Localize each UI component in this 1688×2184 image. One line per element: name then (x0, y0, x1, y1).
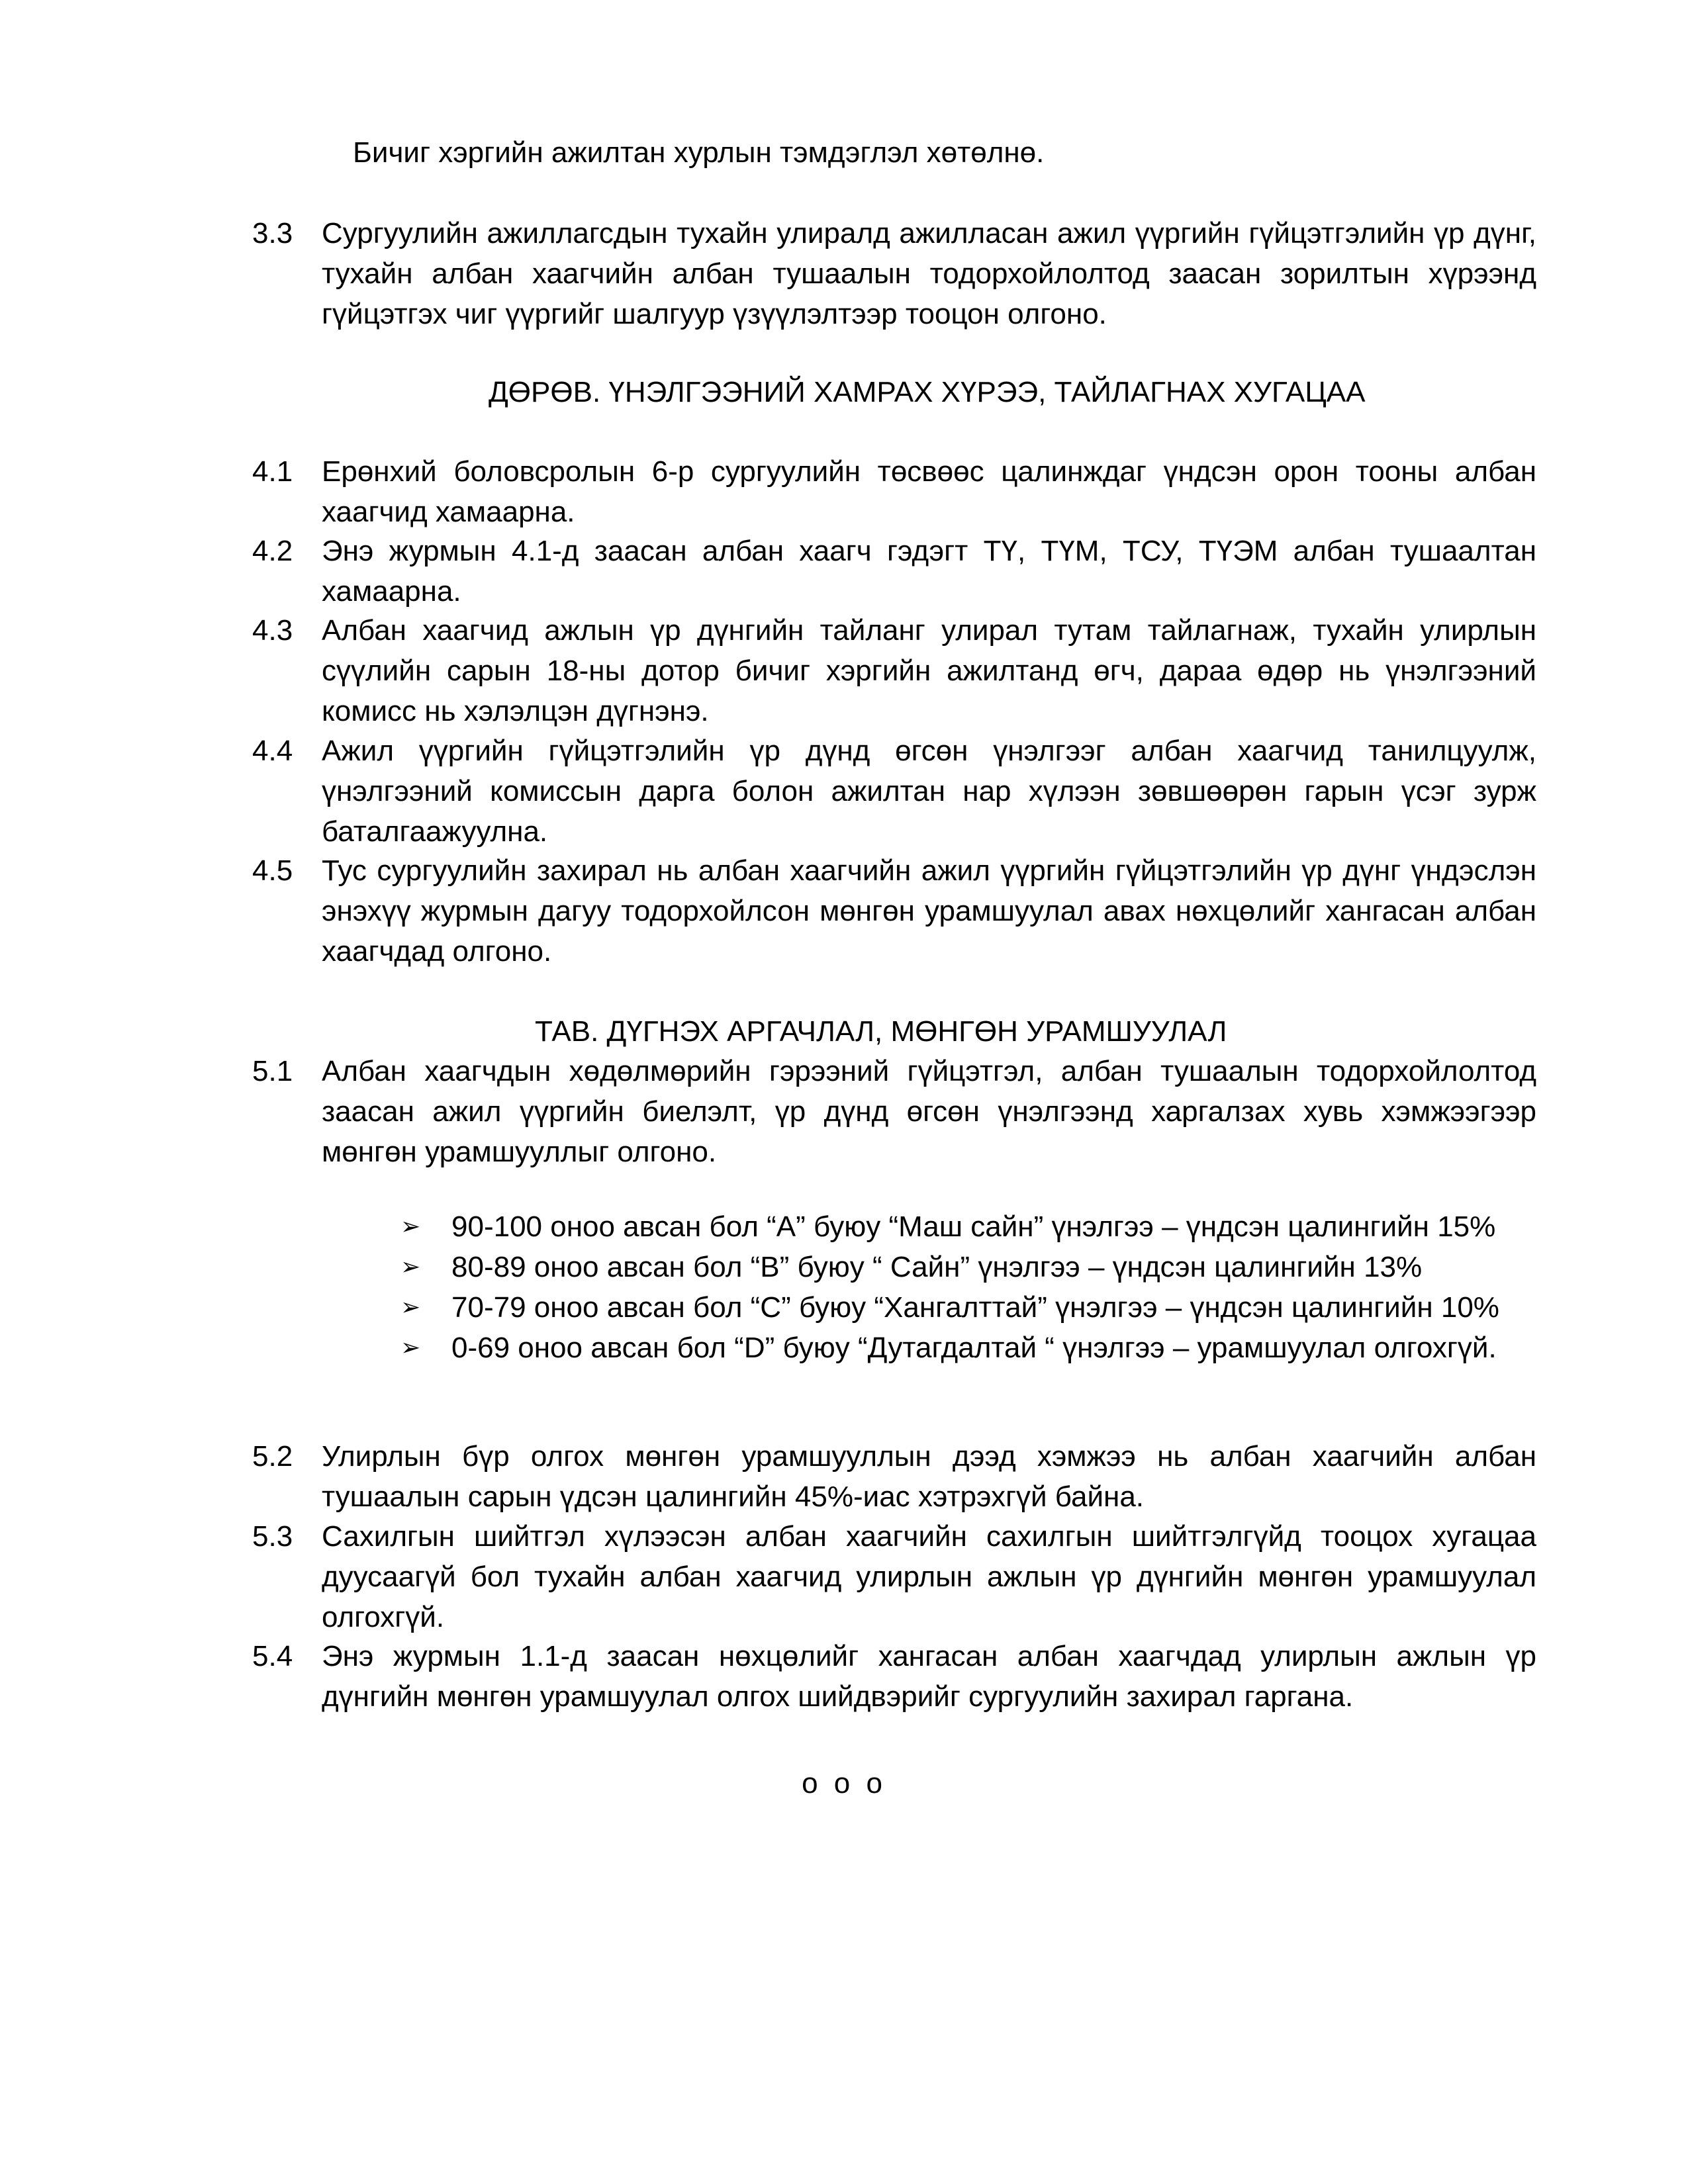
item-text: Сургуулийн ажиллагсдын тухайн улиралд ажилласан ажил үүргийн гүйцэтгэлийн үр дүнг, тухайн албан хаагчийн албан тушаалын тодорхойлолтод заасан зорилтын хүрээнд гүйцэтгэх чиг үүргийг шалгуур үзүүлэлтээр тооцон олгоно. (322, 217, 1536, 330)
list-item (400, 1247, 1552, 1287)
item-text: Энэ журмын 4.1-д заасан албан хаагч гэдэгт ТҮ, ТҮМ, ТСУ, ТҮЭМ албан тушаалтан хамаарна. (322, 535, 1536, 608)
intro-line: Бичиг хэргийн ажилтан хурлын тэмдэглэл хөтөлнө. (353, 136, 1045, 169)
rating-bullet-list (400, 1206, 1552, 1368)
section-4-heading: ДӨРӨВ. ҮНЭЛГЭЭНИЙ ХАМРАХ ХҮРЭЭ, ТАЙЛАГНАХ ХУГАЦАА (489, 376, 1366, 408)
item-5-4 (252, 1636, 1536, 1717)
list-item (400, 1287, 1552, 1328)
list-item (400, 1328, 1552, 1368)
bullet-text: 90-100 оноо авсан бол “А” буюу “Маш сайн” үнэлгээ – үндсэн цалингийн 15% (451, 1210, 1496, 1243)
item-4-4 (252, 731, 1536, 852)
item-number: 5.1 (252, 1055, 293, 1087)
item-5-3 (252, 1516, 1536, 1637)
bullet-text: 0-69 оноо авсан бол “D” буюу “Дутагдалтай “ үнэлгээ – урамшуулал олгохгүй. (451, 1332, 1497, 1364)
item-text: Улирлын бүр олгох мөнгөн урамшууллын дээд хэмжээ нь албан хаагчийн албан тушаалын сарын үдсэн цалингийн 45%-иас хэтрэхгүй байна. (322, 1440, 1536, 1513)
item-4-2 (252, 531, 1536, 612)
end-mark: o o o (802, 1767, 886, 1799)
item-4-5 (252, 850, 1536, 972)
item-number: 4.3 (252, 614, 293, 647)
item-text: Албан хаагчид ажлын үр дүнгийн тайланг улирал тутам тайлагнаж, тухайн улирлын сүүлийн сарын 18-ны дотор бичиг хэргийн ажилтанд өгч, дараа өдөр нь үнэлгээний комисс нь хэлэлцэн дүгнэнэ. (322, 614, 1536, 727)
section-5-heading: ТАВ. ДҮГНЭХ АРГАЧЛАЛ, МӨНГӨН УРАМШУУЛАЛ (535, 1015, 1227, 1048)
arrow-bullet-icon: ➢ (400, 1213, 421, 1240)
item-number: 4.4 (252, 735, 293, 767)
item-number: 4.2 (252, 535, 293, 567)
item-number: 3.3 (252, 217, 293, 250)
item-number: 5.3 (252, 1520, 293, 1553)
arrow-bullet-icon: ➢ (400, 1294, 421, 1321)
item-text: Ерөнхий боловсролын 6-р сургуулийн төсвөөс цалинждаг үндсэн орон тооны албан хаагчид хамаарна. (322, 455, 1536, 528)
item-3-3 (252, 213, 1536, 334)
item-5-1 (252, 1051, 1536, 1172)
item-number: 5.2 (252, 1440, 293, 1473)
item-text: Ажил үүргийн гүйцэтгэлийн үр дүнд өгсөн үнэлгээг албан хаагчид танилцуулж, үнэлгээний комиссын дарга болон ажилтан нар хүлээн зөвшөөрөн гарын үсэг зурж баталгаажуулна. (322, 735, 1536, 848)
arrow-bullet-icon: ➢ (400, 1334, 421, 1361)
item-text: Сахилгын шийтгэл хүлээсэн албан хаагчийн сахилгын шийтгэлгүйд тооцох хугацаа дуусаагүй бол тухайн албан хаагчид улирлын ажлын үр дүнгийн мөнгөн урамшуулал олгохгүй. (322, 1520, 1536, 1633)
item-number: 5.4 (252, 1640, 293, 1672)
item-4-1 (252, 451, 1536, 532)
item-number: 4.5 (252, 854, 293, 887)
item-number: 4.1 (252, 455, 293, 488)
item-text: Энэ журмын 1.1-д заасан нөхцөлийг хангасан албан хаагчдад улирлын ажлын үр дүнгийн мөнгөн урамшуулал олгох шийдвэрийг сургуулийн захирал гаргана. (322, 1640, 1536, 1713)
item-text: Албан хаагчдын хөдөлмөрийн гэрээний гүйцэтгэл, албан тушаалын тодорхойлолтод заасан ажил үүргийн биелэлт, үр дүнд өгсөн үнэлгээнд харгалзах хувь хэмжээгээр мөнгөн урамшууллыг олгоно. (322, 1055, 1536, 1168)
bullet-text: 80-89 оноо авсан бол “B” буюу “ Сайн” үнэлгээ – үндсэн цалингийн 13% (451, 1251, 1423, 1283)
item-text: Тус сургуулийн захирал нь албан хаагчийн ажил үүргийн гүйцэтгэлийн үр дүнг үндэслэн энэхүү журмын дагуу тодорхойлсон мөнгөн урамшуулал авах нөхцөлийг хангасан албан хаагчдад олгоно. (322, 854, 1536, 968)
bullet-text: 70-79 оноо авсан бол “C” буюу “Хангалттай” үнэлгээ – үндсэн цалингийн 10% (451, 1291, 1499, 1324)
item-4-3 (252, 610, 1536, 731)
list-item (400, 1206, 1552, 1247)
item-5-2 (252, 1436, 1536, 1517)
arrow-bullet-icon: ➢ (400, 1253, 421, 1281)
